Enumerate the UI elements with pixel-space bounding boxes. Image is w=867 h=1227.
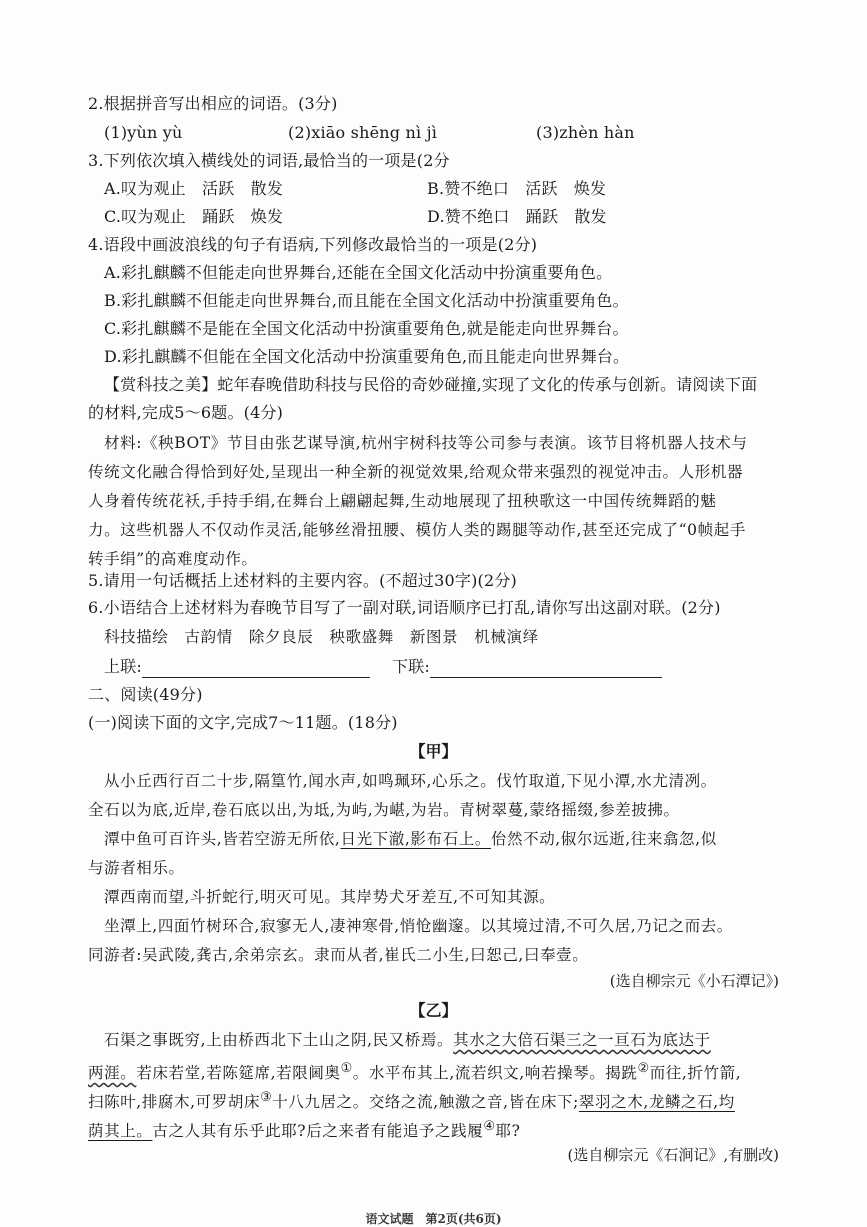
q6-lower-blank[interactable] bbox=[430, 661, 662, 678]
yi-underlined-sentence-end: 荫其上。 bbox=[88, 1122, 153, 1141]
material-line-3: 人身着传统花袄,手持手绢,在舞台上翩翩起舞,生动地展现了扭秧歌这一中国传统舞蹈的魅 bbox=[88, 492, 717, 510]
jia-line-2: 全石以为底,近岸,卷石底以出,为坻,为屿,为嵁,为岩。青树翠蔓,蒙络摇缀,参差披拂。 bbox=[88, 801, 680, 819]
section-2-title: 二、阅读(49分) bbox=[88, 685, 203, 704]
q6-lower-label: 下联: bbox=[392, 657, 430, 676]
jia-line-1: 从小丘西行百二十步,隔篁竹,闻水声,如鸣珮环,心乐之。伐竹取道,下见小潭,水尤清冽。 bbox=[104, 772, 717, 790]
yi-underlined-sentence: 翠羽之木,龙鳞之石,均 bbox=[578, 1093, 735, 1112]
q3-option-c: C.叹为观止 踊跃 焕发 bbox=[104, 207, 284, 226]
jia-line-3 bbox=[104, 828, 717, 850]
q6-upper-blank[interactable] bbox=[142, 661, 370, 678]
jia-line-7: 同游者:吴武陵,龚古,余弟宗玄。隶而从者,崔氏二小生,曰恕己,曰奉壹。 bbox=[88, 946, 589, 964]
footnote-3: ③ bbox=[260, 1090, 273, 1105]
yi-line-1-a: 石渠之事既穷,上由桥西北下土山之阴,民又桥焉。 bbox=[104, 1031, 454, 1049]
q4-option-d: D.彩扎麒麟不但能在全国文化活动中扮演重要角色,而且能走向世界舞台。 bbox=[104, 347, 630, 366]
yi-line-4 bbox=[88, 1116, 521, 1142]
footnote-4: ④ bbox=[483, 1119, 496, 1134]
yi-wavy-sentence-1-end: 两涯。 bbox=[88, 1064, 137, 1083]
jia-heading: 【甲】 bbox=[409, 742, 458, 761]
q4-option-c: C.彩扎麒麟不是能在全国文化活动中扮演重要角色,就是能走向世界舞台。 bbox=[104, 319, 629, 338]
q6-word-list: 科技描绘 古韵情 除夕良辰 秧歌盛舞 新图景 机械演绎 bbox=[104, 628, 539, 646]
yi-line-1 bbox=[104, 1029, 711, 1051]
yi-line-3-a: 扫陈叶,排腐木,可罗胡床 bbox=[88, 1093, 261, 1112]
jia-source: (选自柳宗元《小石潭记》) bbox=[609, 972, 779, 990]
q5-stem: 5.请用一句话概括上述材料的主要内容。(不超过30字)(2分) bbox=[88, 571, 517, 590]
q6-upper-couplet bbox=[104, 656, 370, 678]
q3-option-d: D.赞不绝口 踊跃 散发 bbox=[427, 207, 607, 226]
jia-line-6: 坐潭上,四面竹树环合,寂寥无人,凄神寒骨,悄怆幽邃。以其境过清,不可久居,乃记之而去。 bbox=[104, 917, 733, 935]
yi-heading: 【乙】 bbox=[409, 1001, 458, 1020]
q6-upper-label: 上联: bbox=[104, 657, 142, 676]
q2-item-1: (1)yùn yù bbox=[104, 123, 183, 142]
q4-option-a: A.彩扎麒麟不但能走向世界舞台,还能在全国文化活动中扮演重要角色。 bbox=[104, 263, 613, 282]
material-line-5: 转手绢”的高难度动作。 bbox=[88, 550, 258, 568]
q2-item-2: (2)xiāo shēng nì jì bbox=[288, 123, 438, 142]
q2-item-3: (3)zhèn hàn bbox=[536, 123, 635, 142]
material-line-1: 材料:《秧BOT》节目由张艺谋导演,杭州宇树科技等公司参与表演。该节目将机器人技术与 bbox=[104, 434, 748, 452]
yi-source: (选自柳宗元《石涧记》,有删改) bbox=[567, 1146, 779, 1164]
section-2-sub-1: (一)阅读下面的文字,完成7～11题。(18分) bbox=[88, 713, 398, 732]
material-line-2: 传统文化融合得恰到好处,呈现出一种全新的视觉效果,给观众带来强烈的视觉冲击。人形机器 bbox=[88, 463, 744, 481]
footnote-1: ① bbox=[340, 1061, 353, 1076]
q3-option-b: B.赞不绝口 活跃 焕发 bbox=[427, 179, 607, 198]
jia-line-5: 潭西南而望,斗折蛇行,明灭可见。其岸势犬牙差互,不可知其源。 bbox=[104, 888, 556, 906]
material-line-4: 力。这些机器人不仅动作灵活,能够丝滑扭腰、模仿人类的踢腿等动作,甚至还完成了“0帧起手 bbox=[88, 521, 746, 539]
jia-underlined-sentence: 日光下澈,影布石上。 bbox=[340, 830, 491, 848]
jia-line-3-c: 佁然不动,俶尔远逝,往来翕忽,似 bbox=[490, 830, 717, 848]
yi-line-3 bbox=[88, 1087, 735, 1113]
q2-stem: 2.根据拼音写出相应的词语。(3分) bbox=[88, 94, 338, 113]
yi-wavy-sentence-1: 其水之大倍石渠三之一亘石为底达于 bbox=[453, 1031, 711, 1049]
yi-line-2-b: 若床若堂,若陈筵席,若限阃奥 bbox=[136, 1064, 341, 1083]
q6-stem: 6.小语结合上述材料为春晚节目写了一副对联,词语顺序已打乱,请你写出这副对联。(2分) bbox=[88, 598, 721, 617]
yi-line-2-d: 而往,折竹箭, bbox=[649, 1064, 742, 1083]
q6-lower-couplet bbox=[392, 656, 662, 678]
q3-option-a: A.叹为观止 活跃 散发 bbox=[104, 179, 284, 198]
jia-line-4: 与游者相乐。 bbox=[88, 859, 185, 877]
page-footer: 语文试题 第2页(共6页) bbox=[365, 1212, 502, 1226]
yi-line-3-b: 十八九居之。交络之流,触激之音,皆在床下; bbox=[272, 1093, 579, 1112]
tech-intro-line-2: 的材料,完成5～6题。(4分) bbox=[88, 403, 284, 422]
q4-stem: 4.语段中画波浪线的句子有语病,下列修改最恰当的一项是(2分) bbox=[88, 235, 538, 254]
yi-line-2-c: 。水平布其上,流若织文,响若操琴。揭跣 bbox=[352, 1064, 638, 1083]
jia-line-3-a: 潭中鱼可百许头,皆若空游无所依, bbox=[104, 830, 341, 848]
q3-stem: 3.下列依次填入横线处的词语,最恰当的一项是(2分 bbox=[88, 151, 450, 170]
yi-line-2 bbox=[88, 1058, 741, 1084]
tech-intro-line-1: 【赏科技之美】蛇年春晚借助科技与民俗的奇妙碰撞,实现了文化的传承与创新。请阅读下面 bbox=[104, 375, 758, 394]
yi-line-4-b: 古之人其有乐乎此耶?后之来者有能追予之践履 bbox=[152, 1122, 484, 1141]
yi-line-4-c: 耶? bbox=[495, 1122, 521, 1141]
q4-option-b: B.彩扎麒麟不但能走向世界舞台,而且能在全国文化活动中扮演重要角色。 bbox=[104, 291, 629, 310]
footnote-2: ② bbox=[637, 1061, 650, 1076]
